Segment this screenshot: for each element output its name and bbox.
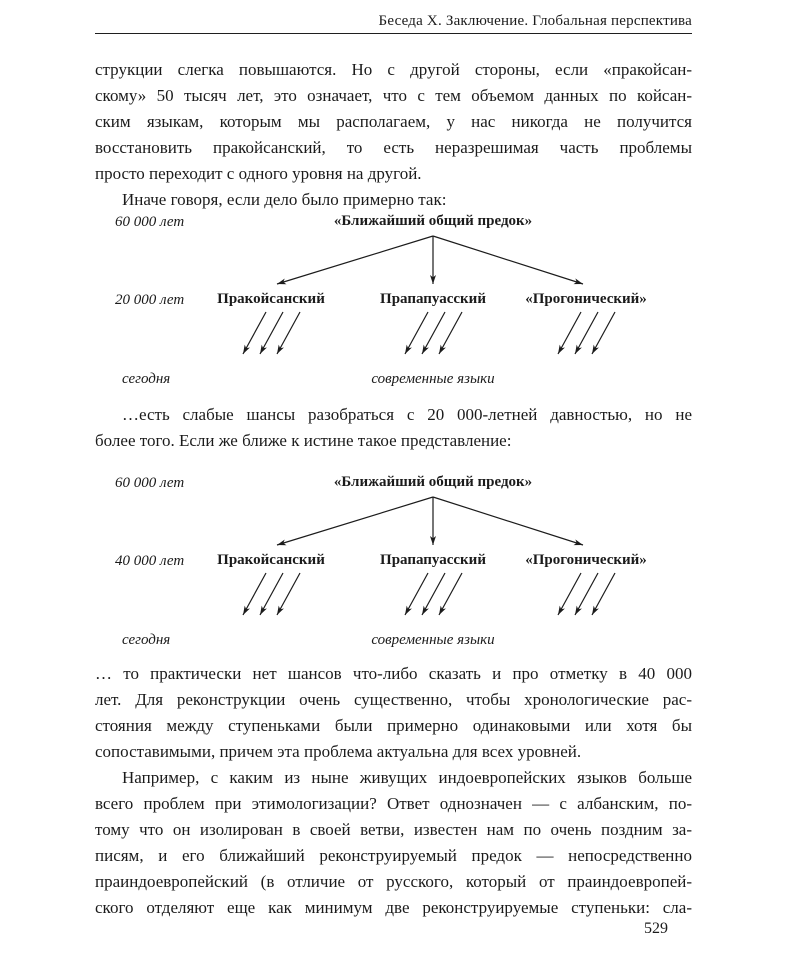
text-line: Например, с каким из ныне живущих индоевропейских языков больше (122, 768, 692, 787)
proto-language-node: Пракойсанский (217, 552, 325, 568)
proto-language-node: Прапапуасский (380, 552, 486, 568)
text-line: струкции слегка повышаются. Но с другой стороны, если «пракойсан- (95, 60, 692, 79)
proto-language-node: «Прогонический» (525, 552, 647, 568)
root-node-label: «Ближайший общий предок» (333, 213, 533, 229)
proto-language-node: Прапапуасский (380, 291, 486, 307)
text-line: стояния между ступеньками были примерно одинаковыми или хотя бы (95, 716, 692, 735)
time-label-60000: 60 000 лет (115, 214, 185, 230)
text-line: Иначе говоря, если дело было примерно так: (122, 190, 447, 209)
branching-arrows-icon (95, 494, 692, 552)
text-line: тому что он изолирован в своей ветви, известен нам по очень поздним за- (95, 820, 692, 839)
paragraph-2 (95, 402, 692, 454)
text-line: праиндоевропейский (в отличие от русского, который от праиндоевропей- (95, 872, 692, 891)
descent-arrows-icon (95, 310, 692, 364)
text-line: сопоставимыми, причем эта проблема актуальна для всех уровней. (95, 742, 582, 761)
text-line: лет. Для реконструкции очень существенно, чтобы хронологические рас- (95, 690, 692, 709)
time-label-today: сегодня (122, 371, 171, 387)
descent-arrows-icon (95, 571, 692, 625)
running-header: Беседа X. Заключение. Глобальная перспектива (378, 13, 692, 29)
modern-languages-label: современные языки (371, 371, 495, 387)
branching-arrows-icon (95, 233, 692, 291)
proto-language-node: «Прогонический» (525, 291, 647, 307)
text-line: просто переходит с одного уровня на другой. (95, 164, 422, 183)
root-node-label: «Ближайший общий предок» (333, 474, 533, 490)
text-line: … то практически нет шансов что-либо сказать и про отметку в 40 000 (95, 664, 692, 683)
text-line: восстановить пракойсанский, то есть неразрешимая часть проблемы (95, 138, 692, 157)
paragraph-1 (95, 57, 692, 213)
time-label-today: сегодня (122, 632, 171, 648)
time-label-40000: 40 000 лет (115, 553, 185, 569)
language-tree-diagram-2 (95, 474, 692, 652)
text-line: ским языкам, которым мы располагаем, у нас никогда не получится (95, 112, 692, 131)
text-line: …есть слабые шансы разобраться с 20 000-летней давностью, но не (122, 405, 692, 424)
modern-languages-label: современные языки (371, 632, 495, 648)
text-line: всего проблем при этимологизации? Ответ однозначен — с албанским, по- (95, 794, 692, 813)
text-line: ского отделяют еще как минимум две реконструируемые ступеньки: сла- (95, 898, 692, 917)
time-label-20000: 20 000 лет (115, 292, 185, 308)
page-number: 529 (644, 920, 668, 937)
time-label-60000: 60 000 лет (115, 475, 185, 491)
text-line: скому» 50 тысяч лет, это означает, что с тем объемом данных по койсан- (95, 86, 692, 105)
text-line: писям, и его ближайший реконструируемый предок — непосредственно (95, 846, 692, 865)
header-rule (95, 33, 692, 34)
text-line: более того. Если же ближе к истине такое представление: (95, 431, 512, 450)
language-tree-diagram-1 (95, 213, 692, 391)
proto-language-node: Пракойсанский (217, 291, 325, 307)
paragraph-3 (95, 661, 692, 921)
